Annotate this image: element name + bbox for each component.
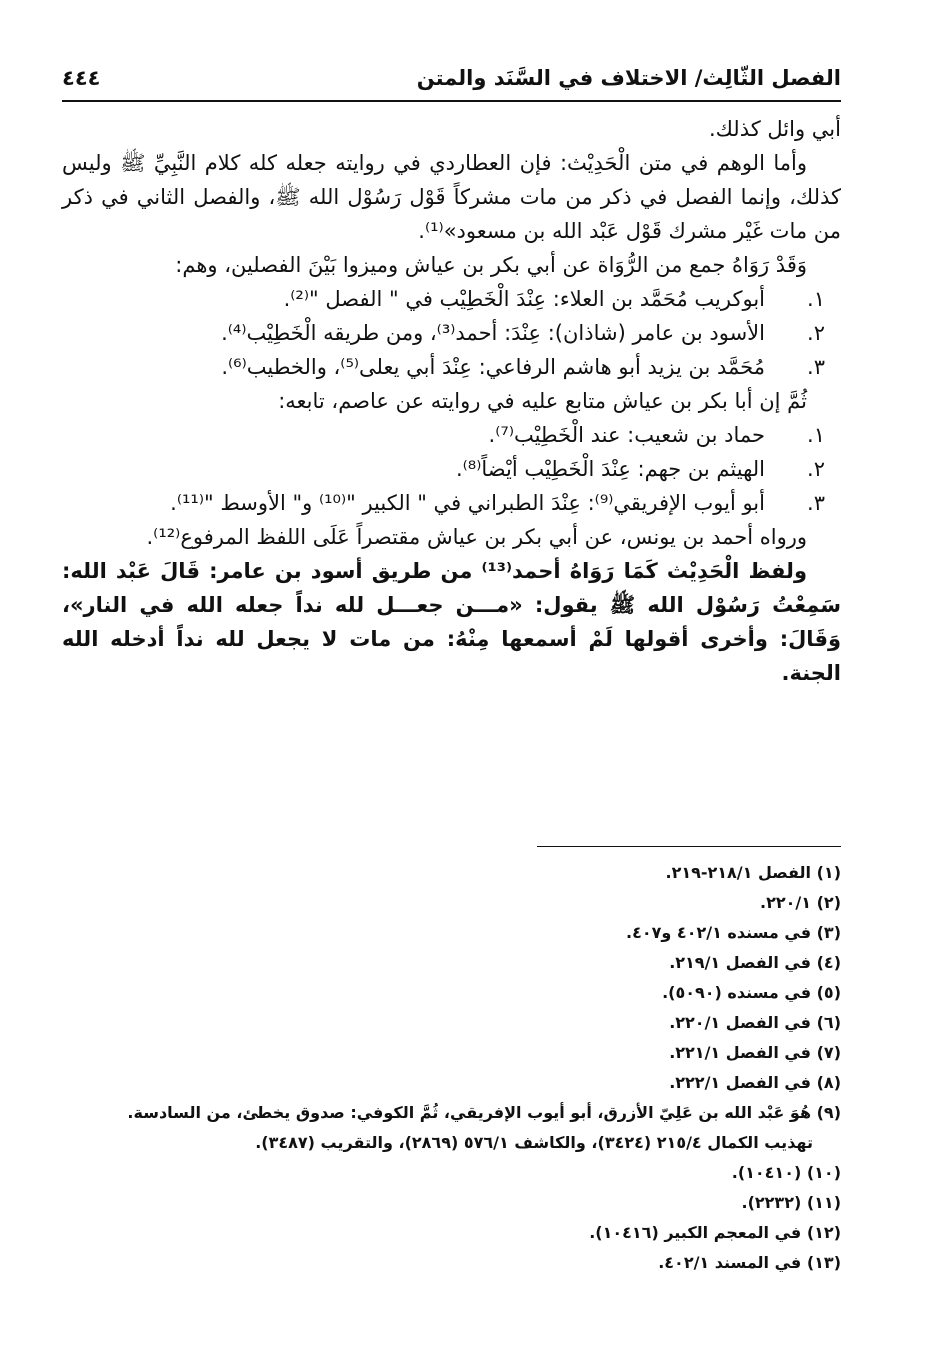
footnote-rule (537, 846, 841, 847)
list-number: ١. (807, 423, 825, 447)
chapter-title: الفصل الثّالِث/ الاختلاف في السَّنَد والمتن (416, 66, 841, 90)
list-item (62, 316, 841, 350)
footnote: (٩) هُوَ عَبْد الله بن عَلِيّ الأزرق، أبو أيوب الإفريقي، ثُمَّ الكوفي: صدوق يخطئ، من السادسة. (127, 1103, 841, 1122)
narrators-list (62, 282, 841, 384)
footnote: (١٢) في المعجم الكبير (١٠٤١٦). (589, 1223, 841, 1242)
paragraph: ورواه أحمد بن يونس، عن أبي بكر بن عياش مقتصراً عَلَى اللفظ المرفوع⁽¹²⁾. (146, 525, 807, 549)
footnote: (٥) في مسنده (٥٠٩٠). (662, 983, 841, 1002)
list-item (62, 418, 841, 452)
list-item (62, 282, 841, 316)
footnote: (٧) في الفصل ٢٢١/١. (669, 1043, 841, 1062)
footnote: (٤) في الفصل ٢١٩/١. (669, 953, 841, 972)
list-text: الهيثم بن جهم: عِنْدَ الْخَطِيْب أيْضاً⁽⁸⁾. (455, 457, 765, 481)
footnote: (١٣) في المسند ٤٠٢/١. (658, 1253, 841, 1272)
footnote: (٣) في مسنده ٤٠٢/١ و٤٠٧. (626, 923, 841, 942)
followers-list (62, 418, 841, 520)
footnote: (١) الفصل ٢١٨/١-٢١٩. (665, 863, 841, 882)
running-header (62, 62, 841, 98)
list-number: ٣. (807, 491, 825, 515)
paragraph: ولفظ الْحَدِيْث كَمَا رَوَاهُ أحمد⁽¹³⁾ من طريق أسود بن عامر: قَالَ عَبْد الله: سَمِعْتُ رَسُوْل الله ﷺ يقول: «مـــن جعـــل لله نداً جعله الله في النار»، وَقَالَ: وأخرى أقولها لَمْ أسمعها مِنْهُ: من مات لا يجعل لله نداً أدخله الله الجنة. (62, 559, 841, 685)
list-text: أبوكريب مُحَمَّد بن العلاء: عِنْدَ الْخَطِيْب في " الفصل "⁽²⁾. (283, 287, 765, 311)
list-item (62, 452, 841, 486)
list-item (62, 350, 841, 384)
footnotes (62, 858, 841, 1278)
list-number: ١. (807, 287, 825, 311)
list-text: الأسود بن عامر (شاذان): عِنْدَ: أحمد⁽³⁾، ومن طريقه الْخَطِيْب⁽⁴⁾. (221, 321, 765, 345)
list-item (62, 486, 841, 520)
list-number: ٣. (807, 355, 825, 379)
page-number: ٤٤٤ (62, 66, 101, 90)
list-number: ٢. (807, 321, 825, 345)
footnote: (٦) في الفصل ٢٢٠/١. (669, 1013, 841, 1032)
footnote: (٢) ٢٢٠/١. (760, 893, 841, 912)
paragraph: وأما الوهم في متن الْحَدِيْث: فإن العطاردي في روايته جعله كله كلام النَّبِيِّ ﷺ وليس كذلك، وإنما الفصل في ذكر من مات مشركاً قَوْل رَسُوْل الله ﷺ، والفصل الثاني في ذكر من مات غَيْر مشرك قَوْل عَبْد الله بن مسعود»⁽¹⁾. (62, 151, 841, 243)
footnote-continuation: تهذيب الكمال ٢١٥/٤ (٣٤٢٤)، والكاشف ٥٧٦/١ (٢٨٦٩)، والتقريب (٣٤٨٧). (255, 1133, 813, 1152)
header-rule (62, 100, 841, 102)
paragraph: ثُمَّ إن أبا بكر بن عياش متابع عليه في روايته عن عاصم، تابعه: (278, 389, 807, 413)
list-text: مُحَمَّد بن يزيد أبو هاشم الرفاعي: عِنْدَ أبي يعلى⁽⁵⁾، والخطيب⁽⁶⁾. (221, 355, 765, 379)
list-text: أبو أيوب الإفريقي⁽⁹⁾: عِنْدَ الطبراني في " الكبير "⁽¹⁰⁾ و" الأوسط "⁽¹¹⁾. (170, 491, 765, 515)
paragraph: أبي وائل كذلك. (708, 117, 841, 141)
list-text: حماد بن شعيب: عند الْخَطِيْب⁽⁷⁾. (488, 423, 765, 447)
paragraph: وَقَدْ رَوَاهُ جمع من الرُّوَاة عن أبي بكر بن عياش وميزوا بَيْنَ الفصلين، وهم: (175, 253, 807, 277)
footnote: (١٠) (١٠٤١٠). (731, 1163, 841, 1182)
footnote: (٨) في الفصل ٢٢٢/١. (669, 1073, 841, 1092)
main-text (62, 112, 841, 690)
footnote: (١١) (٢٢٣٢). (741, 1193, 841, 1212)
list-number: ٢. (807, 457, 825, 481)
